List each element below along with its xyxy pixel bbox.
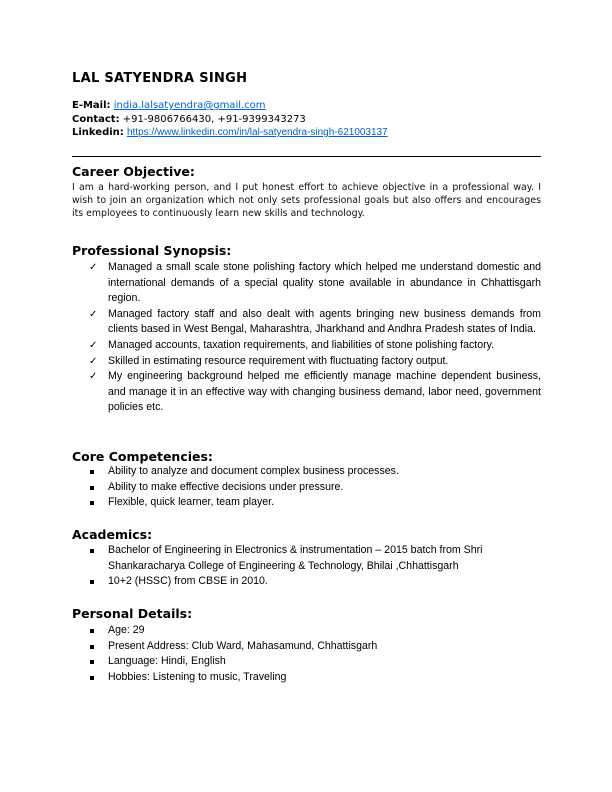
academics-heading: Academics: [72,527,153,542]
email-link[interactable]: india.lalsatyendra@gmail.com [113,100,266,111]
list-item-text: Language: Hindi, English [108,655,226,668]
contact-phones: +91-9806766430, +91-9399343273 [122,113,306,125]
list-item [0,464,541,480]
list-item-text: Managed a small scale stone polishing factory which helped me understand domestic and international demands of a special quality stone available in abundance in Chhattisgarh region. [108,261,541,305]
checkmark-icon: ✓ [89,262,98,273]
email-label: E-Mail: [72,100,111,111]
checkmark-icon: ✓ [89,355,98,367]
list-item [0,639,541,655]
square-bullet-icon [90,501,94,505]
list-item-text: Bachelor of Engineering in Electronics & instrumentation – 2015 batch from Shri Shankaracharya College of Engineering & Technology, Bhilai ,Chhattisgarh [108,544,483,572]
competencies-list [0,464,541,511]
list-item-text: Managed accounts, taxation requirements, and liabilities of stone polishing factory. [108,338,495,351]
contact-block [72,99,541,140]
list-item-text: Hobbies: Listening to music, Traveling [108,670,287,683]
email-line [72,99,541,113]
career-objective-text: I am a hard-working person, and I put honest effort to achieve objective in a professional way. I wish to join an organization which not only sets professional goals but also offers and encourages its employees to continuously learn new skills and technology. [72,182,541,219]
list-item [0,543,541,574]
synopsis-heading: Professional Synopsis: [72,243,232,258]
contact-line [72,113,541,127]
list-item [0,260,541,307]
linkedin-label: Linkedin: [72,127,124,138]
list-item-text: Present Address: Club Ward, Mahasamund, Chhattisgarh [108,639,378,652]
list-item-text: Managed factory staff and also dealt with agents bringing new business demands from clients based in West Bengal, Maharashtra, Jharkhand and Andhra Pradesh states of India. [108,307,541,336]
checkmark-icon: ✓ [89,308,98,320]
square-bullet-icon [90,486,94,490]
square-bullet-icon [90,580,94,584]
list-item [0,369,541,416]
list-item-text: Flexible, quick learner, team player. [108,496,275,509]
list-item-text: Skilled in estimating resource requirement with fluctuating factory output. [108,354,449,367]
academics-list [0,543,541,590]
list-item-text: Age: 29 [108,624,145,636]
list-item [0,307,541,338]
competencies-heading: Core Competencies: [72,449,213,464]
checkmark-icon: ✓ [89,371,98,383]
square-bullet-icon [90,549,94,553]
list-item [0,623,541,639]
checkmark-icon: ✓ [89,339,98,351]
synopsis-list [0,260,541,416]
list-item-text: 10+2 (HSSC) from CBSE in 2010. [108,575,268,588]
list-item [0,480,541,496]
linkedin-link[interactable]: https://www.linkedin.com/in/lal-satyendra-singh-621003137 [126,127,388,138]
career-objective-heading: Career Objective: [72,164,195,179]
personal-list [0,623,541,685]
linkedin-line [72,126,541,140]
list-item [0,670,541,686]
list-item [0,574,541,590]
list-item-text: Ability to analyze and document complex business processes. [108,465,399,477]
personal-heading: Personal Details: [72,606,193,621]
divider [72,156,541,157]
list-item [0,495,541,511]
contact-label: Contact: [72,113,120,125]
list-item-text: My engineering background helped me efficiently manage machine dependent business, and manage it in an effective way with changing business demand, labor need, government policies etc. [108,370,541,414]
list-item [0,354,541,370]
list-item [0,654,541,670]
square-bullet-icon [90,676,94,680]
square-bullet-icon [90,660,94,664]
square-bullet-icon [90,470,94,474]
list-item-text: Ability to make effective decisions under pressure. [108,480,344,493]
square-bullet-icon [90,629,94,633]
square-bullet-icon [90,645,94,649]
candidate-name: LAL SATYENDRA SINGH [72,71,248,86]
list-item [0,338,541,354]
